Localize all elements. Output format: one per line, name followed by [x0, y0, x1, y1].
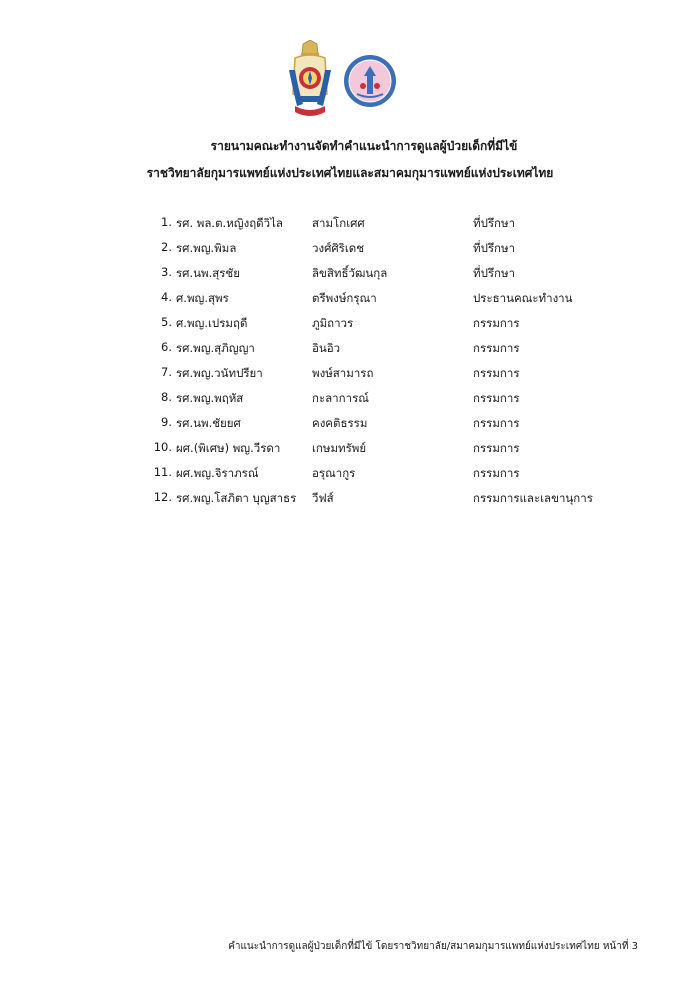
member-role: กรรมการ	[473, 341, 520, 355]
item-number: 10.	[153, 440, 172, 454]
list-item	[0, 390, 700, 410]
member-surname: สามโกเศศ	[312, 216, 365, 230]
member-title-name: รศ.นพ.ชัยยศ	[176, 416, 241, 430]
member-role: ที่ปรึกษา	[473, 266, 516, 280]
page-footer: คำแนะนำการดูแลผู้ป่วยเด็กที่มีไข้ โดยราชวิทยาลัย/สมาคมกุมารแพทย์แห่งประเทศไทย หน้าที่ 3	[228, 941, 638, 952]
member-surname: อินอิว	[312, 341, 341, 355]
item-number: 8.	[161, 390, 172, 404]
member-title-name: ศ.พญ.สุพร	[176, 291, 229, 305]
member-role: กรรมการ	[473, 366, 520, 380]
member-role: ประธานคณะทำงาน	[473, 291, 573, 305]
list-item	[0, 340, 700, 360]
list-item	[0, 265, 700, 285]
member-title-name: รศ.พญ.พฤหัส	[176, 391, 244, 405]
member-surname: กะลาการณ์	[312, 391, 369, 405]
member-role: กรรมการ	[473, 466, 520, 480]
member-surname: วีฟส์	[312, 491, 334, 505]
member-surname: คงคติธรรม	[312, 416, 368, 430]
member-title-name: รศ.นพ.สุรชัย	[176, 266, 240, 280]
member-surname: พงษ์สามารถ	[312, 366, 374, 380]
list-item	[0, 415, 700, 435]
page-title-line1: รายนามคณะทำงานจัดทำคำแนะนำการดูแลผู้ป่วยเด็กที่มีไข้	[210, 139, 518, 153]
pediatric-society-seal-logo	[343, 54, 397, 108]
member-surname: ลิขสิทธิ์วัฒนกุล	[312, 266, 388, 280]
member-title-name: รศ.พญ.วนัทปรียา	[176, 366, 263, 380]
member-title-name: ผศ.พญ.จิราภรณ์	[176, 466, 259, 480]
item-number: 11.	[153, 465, 172, 479]
member-surname: ตรีพงษ์กรุณา	[312, 291, 377, 305]
list-item	[0, 490, 700, 510]
member-role: กรรมการ	[473, 391, 520, 405]
item-number: 3.	[161, 265, 172, 279]
member-role: ที่ปรึกษา	[473, 241, 516, 255]
member-title-name: ศ.พญ.เปรมฤดี	[176, 316, 248, 330]
member-surname: เกษมทรัพย์	[312, 441, 367, 455]
member-surname: อรุณากูร	[312, 466, 356, 480]
logo-area	[0, 40, 700, 120]
item-number: 4.	[161, 290, 172, 304]
list-item	[0, 290, 700, 310]
member-role: ที่ปรึกษา	[473, 216, 516, 230]
item-number: 1.	[161, 215, 172, 229]
member-role: กรรมการ	[473, 416, 520, 430]
member-title-name: รศ.พญ.สุภิญญา	[176, 341, 255, 355]
member-title-name: รศ.พญ.พิมล	[176, 241, 237, 255]
list-item	[0, 215, 700, 235]
list-item	[0, 315, 700, 335]
member-surname: ภูมิถาวร	[312, 316, 354, 330]
member-role: กรรมการ	[473, 316, 520, 330]
member-surname: วงศ์ศิริเดช	[312, 241, 365, 255]
member-title-name: รศ.พญ.โสภิตา บุญสาธร	[176, 491, 297, 505]
royal-college-crest-logo	[285, 40, 335, 120]
member-role: กรรมการ	[473, 441, 520, 455]
item-number: 9.	[161, 415, 172, 429]
list-item	[0, 440, 700, 460]
item-number: 7.	[161, 365, 172, 379]
member-title-name: รศ. พล.ต.หญิงฤดีวิไล	[176, 216, 283, 230]
member-title-name: ผศ.(พิเศษ) พญ.วีรดา	[176, 441, 281, 455]
list-item	[0, 365, 700, 385]
item-number: 2.	[161, 240, 172, 254]
member-role: กรรมการและเลขานุการ	[473, 491, 593, 505]
list-item	[0, 465, 700, 485]
page-title-line2: ราชวิทยาลัยกุมารแพทย์แห่งประเทศไทยและสมาคมกุมารแพทย์แห่งประเทศไทย	[146, 166, 554, 180]
item-number: 5.	[161, 315, 172, 329]
item-number: 12.	[153, 490, 172, 504]
item-number: 6.	[161, 340, 172, 354]
list-item	[0, 240, 700, 260]
